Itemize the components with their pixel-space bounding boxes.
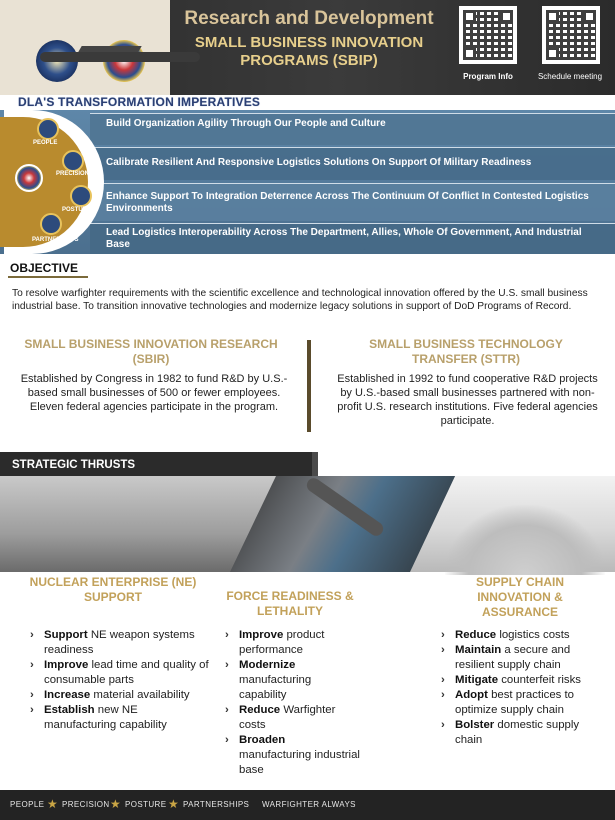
subtitle-line-2: PROGRAMS (SBIP) [240, 52, 378, 69]
sbir-heading: SMALL BUSINESS INNOVATION RESEARCH (SBIR) [24, 337, 278, 366]
thrust-heading-ne-support: NUCLEAR ENTERPRISE (NE) SUPPORT [29, 575, 197, 604]
page-subtitle [165, 34, 453, 70]
program-info-qr-code[interactable] [459, 6, 517, 64]
node-label-precision: PRECISION [56, 171, 90, 177]
star-icon: ★ [168, 797, 179, 811]
people-icon [37, 118, 59, 140]
list-item: › Bolster domestic supply chain [441, 719, 580, 746]
sttr-text: Established in 1992 to fund cooperative R&D projects by U.S.-based small businesses partnered with non-profit U.S. research institutions. Five federal agencies participate. [337, 373, 598, 427]
list-item: › Support NE weapon systems readiness [30, 629, 195, 656]
footer-precision: PRECISION [62, 800, 110, 809]
node-label-partnerships: PARTNERSHIPS [32, 237, 79, 243]
dla-center-seal-logo [15, 164, 43, 192]
list-item: › Establish new NE manufacturing capability [30, 704, 167, 731]
imperative-row-posture: Enhance Support To Integration Deterrence Across The Continuum Of Conflict In Contested Logistics Environments [90, 183, 615, 221]
footer-partnerships: PARTNERSHIPS [183, 800, 250, 809]
powder-pile-shape [445, 505, 605, 575]
thrust-heading-supply-chain: SUPPLY CHAIN INNOVATION & ASSURANCE [475, 575, 565, 619]
star-icon: ★ [47, 797, 58, 811]
qr-label-program-info: Program Info [463, 72, 513, 81]
partnerships-icon [40, 213, 62, 235]
list-item: › Broaden manufacturing industrial base [225, 734, 360, 776]
star-icon: ★ [110, 797, 121, 811]
column-divider [307, 340, 311, 432]
imperative-row-partnerships: Lead Logistics Interoperability Across The Department, Allies, Whole Of Government, And Industrial Base [90, 223, 615, 254]
objective-text: To resolve warfighter requirements with the scientific excellence and technological innovation offered by the U.S. small business industrial base. To transition innovative technologies and modernize legacy solutions in support of DoD Programs of Record. [12, 288, 588, 312]
node-label-people: PEOPLE [33, 140, 58, 146]
bomber-wing-shape [78, 46, 141, 52]
thrust-list-supply-chain [441, 628, 591, 748]
list-item: › Reduce Warfighter costs [225, 704, 336, 731]
footer-posture: POSTURE [125, 800, 167, 809]
thrust-list-ne-support [30, 628, 210, 733]
schedule-meeting-qr-code[interactable] [542, 6, 600, 64]
posture-icon [70, 185, 92, 207]
strategic-thrusts-heading: STRATEGIC THRUSTS [12, 459, 136, 471]
objective-underline [8, 276, 88, 278]
node-label-posture: POSTURE [62, 207, 92, 213]
list-item: › Adopt best practices to optimize supply chain [441, 689, 575, 716]
list-item: › Increase material availability [30, 689, 190, 701]
imperative-row-people: Build Organization Agility Through Our People and Culture [90, 113, 615, 145]
footer-tagline: WARFIGHTER ALWAYS [262, 800, 356, 809]
qr-pattern [546, 10, 596, 60]
imperative-row-precision: Calibrate Resilient And Responsive Logistics Solutions On Support Of Military Readiness [90, 147, 615, 180]
subtitle-line-1: SMALL BUSINESS INNOVATION [194, 34, 424, 51]
thrust-heading-force-readiness: FORCE READINESS & LETHALITY [226, 589, 354, 618]
list-item: › Modernize manufacturing capability [225, 659, 312, 701]
list-item: › Improve product performance [225, 629, 325, 656]
list-item: › Mitigate counterfeit risks [441, 674, 581, 686]
objective-heading: OBJECTIVE [10, 261, 79, 275]
list-item: › Improve lead time and quality of consumable parts [30, 659, 209, 686]
qr-label-schedule-meeting: Schedule meeting [537, 72, 603, 81]
sbir-text: Established by Congress in 1982 to fund R&D by U.S.-based small businesses of 500 or fewer employees. Eleven federal agencies participate in the program. [20, 373, 288, 413]
precision-icon [62, 150, 84, 172]
footer-people: PEOPLE [10, 800, 45, 809]
bomber-aircraft-shape [40, 52, 200, 62]
list-item: › Reduce logistics costs [441, 629, 570, 641]
list-item: › Maintain a secure and resilient supply chain [441, 644, 571, 671]
page-title: Research and Development [184, 8, 434, 29]
sttr-heading: SMALL BUSINESS TECHNOLOGY TRANSFER (STTR) [369, 337, 563, 366]
imperatives-heading: DLA'S TRANSFORMATION IMPERATIVES [18, 95, 261, 109]
qr-pattern [463, 10, 513, 60]
thrust-list-force-readiness [225, 628, 360, 778]
